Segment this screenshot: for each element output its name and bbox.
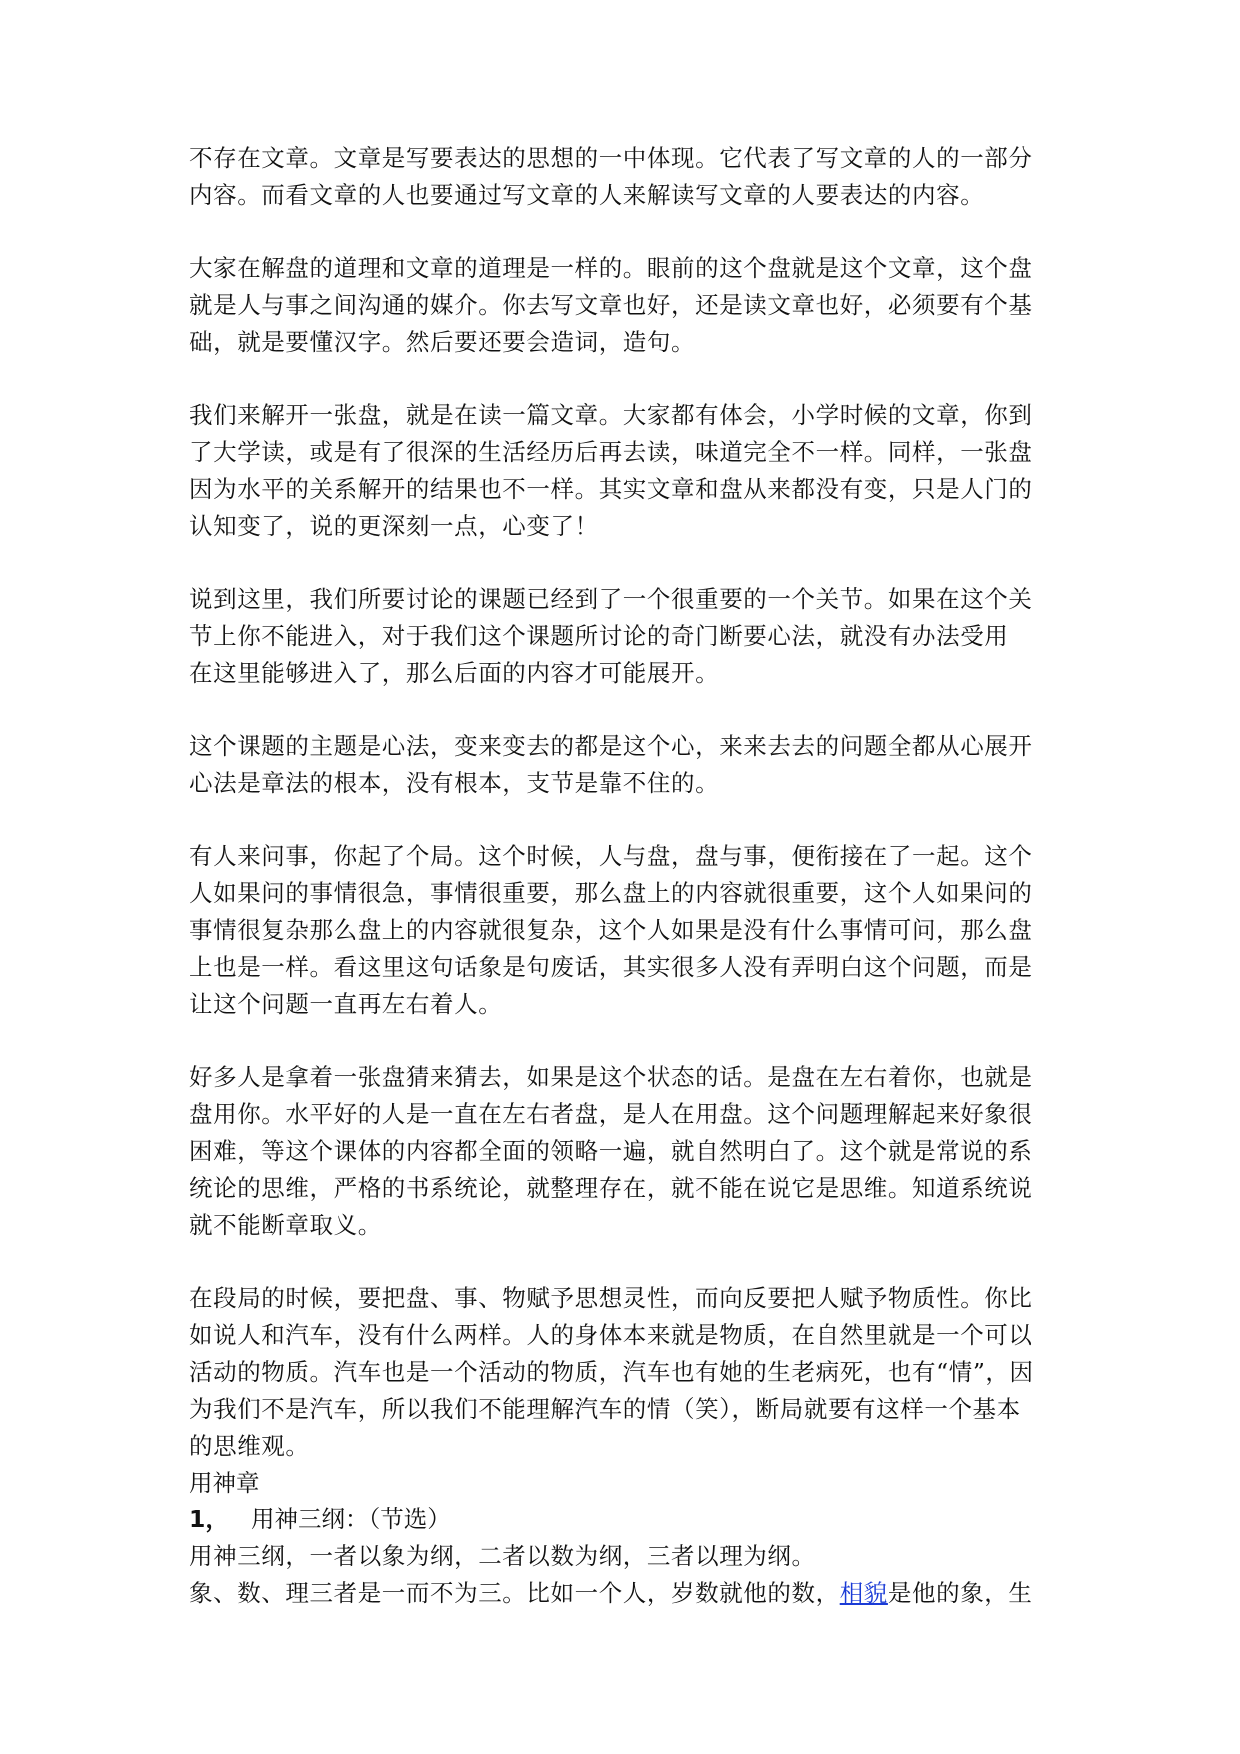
paragraph-line: 我们来解开一张盘，就是在读一篇文章。大家都有体会，小学时候的文章，你到 xyxy=(189,401,1033,429)
paragraph-line: 盘用你。水平好的人是一直在左右者盘，是人在用盘。这个问题理解起来好象很 xyxy=(189,1100,1033,1128)
paragraph-2 xyxy=(189,250,1053,361)
item-title: 用神三纲：（节选） xyxy=(251,1505,451,1533)
paragraph-line: 如说人和汽车，没有什么两样。人的身体本来就是物质，在自然里就是一个可以 xyxy=(189,1321,1033,1349)
paragraph-line: 人如果问的事情很急，事情很重要，那么盘上的内容就很重要，这个人如果问的 xyxy=(189,879,1033,907)
paragraph-line: 因为水平的关系解开的结果也不一样。其实文章和盘从来都没有变，只是人门的 xyxy=(189,475,1033,503)
paragraph-line: 让这个问题一直再左右着人。 xyxy=(189,990,503,1018)
paragraph-line: 的思维观。 xyxy=(189,1432,310,1460)
paragraph-line: 统论的思维，严格的书系统论，就整理存在，就不能在说它是思维。知道系统说 xyxy=(189,1174,1033,1202)
paragraph-line: 好多人是拿着一张盘猜来猜去，如果是这个状态的话。是盘在左右着你，也就是 xyxy=(189,1063,1033,1091)
paragraph-line: 础，就是要懂汉字。然后要还要会造词，造句。 xyxy=(189,328,696,356)
paragraph-line: 说到这里，我们所要讨论的课题已经到了一个很重要的一个关节。如果在这个关 xyxy=(189,585,1033,613)
final-line-text-end: 是他的象，生 xyxy=(887,1579,1033,1607)
body-paragraphs xyxy=(189,140,1053,1244)
item-heading xyxy=(189,1501,1053,1538)
paragraph-line: 心法是章法的根本，没有根本，支节是靠不住的。 xyxy=(189,769,720,797)
paragraph-line: 大家在解盘的道理和文章的道理是一样的。眼前的这个盘就是这个文章，这个盘 xyxy=(189,254,1033,282)
document-page xyxy=(189,140,1053,1612)
paragraph-5 xyxy=(189,728,1053,802)
paragraph-line: 认知变了，说的更深刻一点，心变了！ xyxy=(189,512,599,540)
appearance-link[interactable]: 相貌 xyxy=(839,1579,888,1607)
paragraph-line: 节上你不能进入，对于我们这个课题所讨论的奇门断要心法，就没有办法受用 xyxy=(189,622,1009,650)
paragraph-line: 不存在文章。文章是写要表达的思想的一中体现。它代表了写文章的人的一部分 xyxy=(189,144,1033,172)
paragraph-line: 上也是一样。看这里这句话象是句废话，其实很多人没有弄明白这个问题，而是 xyxy=(189,953,1033,981)
section-title: 用神章 xyxy=(189,1469,260,1497)
final-line xyxy=(189,1575,1053,1612)
paragraph-8 xyxy=(189,1280,1053,1465)
paragraph-line: 在这里能够进入了，那么后面的内容才可能展开。 xyxy=(189,659,720,687)
paragraph-line: 为我们不是汽车，所以我们不能理解汽车的情（笑），断局就要有这样一个基本 xyxy=(189,1395,1021,1423)
body-line: 用神三纲，一者以象为纲，二者以数为纲，三者以理为纲。 xyxy=(189,1542,816,1570)
paragraph-line: 活动的物质。汽车也是一个活动的物质，汽车也有她的生老病死，也有“情”，因 xyxy=(189,1358,1034,1386)
paragraph-line: 困难，等这个课体的内容都全面的领略一遍，就自然明白了。这个就是常说的系 xyxy=(189,1137,1033,1165)
paragraph-line: 在段局的时候，要把盘、事、物赋予思想灵性，而向反要把人赋予物质性。你比 xyxy=(189,1284,1033,1312)
paragraph-line: 了大学读，或是有了很深的生活经历后再去读，味道完全不一样。同样，一张盘 xyxy=(189,438,1033,466)
paragraph-4 xyxy=(189,581,1053,692)
final-line-text-start: 象、数、理三者是一而不为三。比如一个人，岁数就他的数， xyxy=(189,1579,840,1607)
paragraph-7 xyxy=(189,1059,1053,1244)
paragraph-line: 事情很复杂那么盘上的内容就很复杂，这个人如果是没有什么事情可问，那么盘 xyxy=(189,916,1033,944)
paragraph-line: 这个课题的主题是心法，变来变去的都是这个心，来来去去的问题全都从心展开 xyxy=(189,732,1033,760)
paragraph-line: 有人来问事，你起了个局。这个时候，人与盘，盘与事，便衔接在了一起。这个 xyxy=(189,842,1033,870)
item-number: 1， xyxy=(189,1505,229,1533)
paragraph-line: 就是人与事之间沟通的媒介。你去写文章也好，还是读文章也好，必须要有个基 xyxy=(189,291,1033,319)
paragraph-line: 就不能断章取义。 xyxy=(189,1211,382,1239)
paragraph-line: 内容。而看文章的人也要通过写文章的人来解读写文章的人要表达的内容。 xyxy=(189,181,985,209)
paragraph-3 xyxy=(189,397,1053,545)
paragraph-6 xyxy=(189,838,1053,1023)
paragraph-1 xyxy=(189,140,1053,214)
